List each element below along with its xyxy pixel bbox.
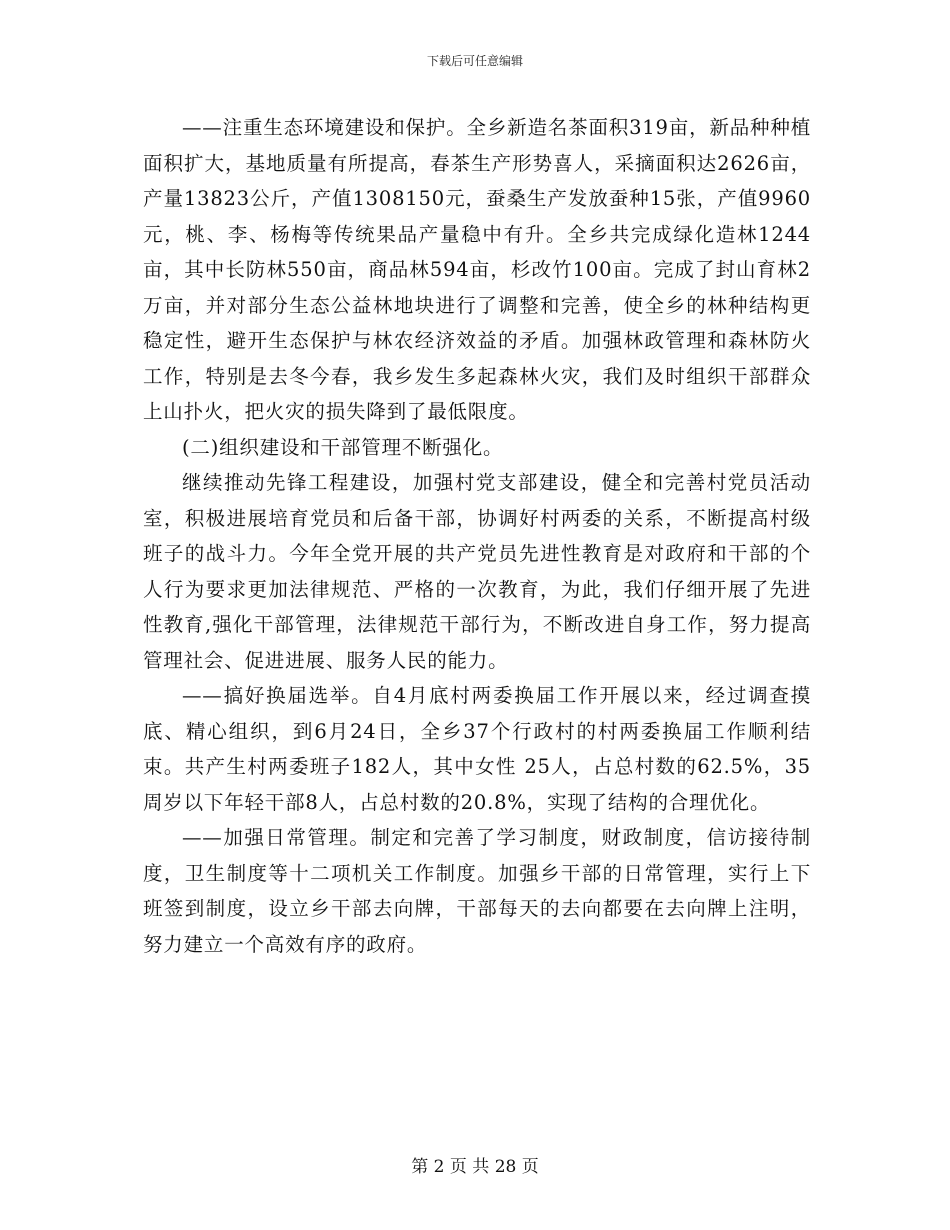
document-body — [143, 110, 811, 962]
section-heading-organization: (二)组织建设和干部管理不断强化。 — [182, 435, 504, 459]
paragraph-ecology: ——注重生态环境建设和保护。全乡新造名茶面积319亩，新品种种植面积扩大，基地质量有所提高，春茶生产形势喜人，采摘面积达2626亩，产量13823公斤，产值1308150元，蚕桑生产发放蚕种15张，产值9960元，桃、李、杨梅等传统果品产量稳中有升。全乡共完成绿化造林1244亩，其中长防林550亩，商品林594亩，杉改竹100亩。完成了封山育林2万亩，并对部分生态公益林地块进行了调整和完善，使全乡的林种结构更稳定性，避开生态保护与林农经济效益的矛盾。加强林政管理和森林防火工作，特别是去冬今春，我乡发生多起森林火灾，我们及时组织干部群众上山扑火，把火灾的损失降到了最低限度。 — [143, 116, 811, 423]
page-number: 第 2 页 共 28 页 — [411, 1157, 539, 1177]
paragraph-daily-management: ——加强日常管理。制定和完善了学习制度，财政制度，信访接待制度，卫生制度等十二项机关工作制度。加强乡干部的日常管理，实行上下班签到制度，设立乡干部去向牌，干部每天的去向都要在去向牌上注明，努力建立一个高效有序的政府。 — [143, 826, 811, 956]
page-header-note: 下载后可任意编辑 — [426, 54, 523, 68]
paragraph-election: ——搞好换届选举。自4月底村两委换届工作开展以来，经过调查摸底、精心组织，到6月24日，全乡37个行政村的村两委换届工作顺利结束。共产生村两委班子182人，其中女性 25人，占总村数的62.5%，35周岁以下年轻干部8人，占总村数的20.8%，实现了结构的合理优化。 — [143, 684, 811, 814]
paragraph-party-building: 继续推动先锋工程建设，加强村党支部建设，健全和完善村党员活动室，积极进展培育党员和后备干部，协调好村两委的关系，不断提高村级班子的战斗力。今年全党开展的共产党员先进性教育是对政府和干部的个人行为要求更加法律规范、严格的一次教育，为此，我们仔细开展了先进性教育,强化干部管理，法律规范干部行为，不断改进自身工作，努力提高管理社会、促进进展、服务人民的能力。 — [143, 471, 811, 672]
